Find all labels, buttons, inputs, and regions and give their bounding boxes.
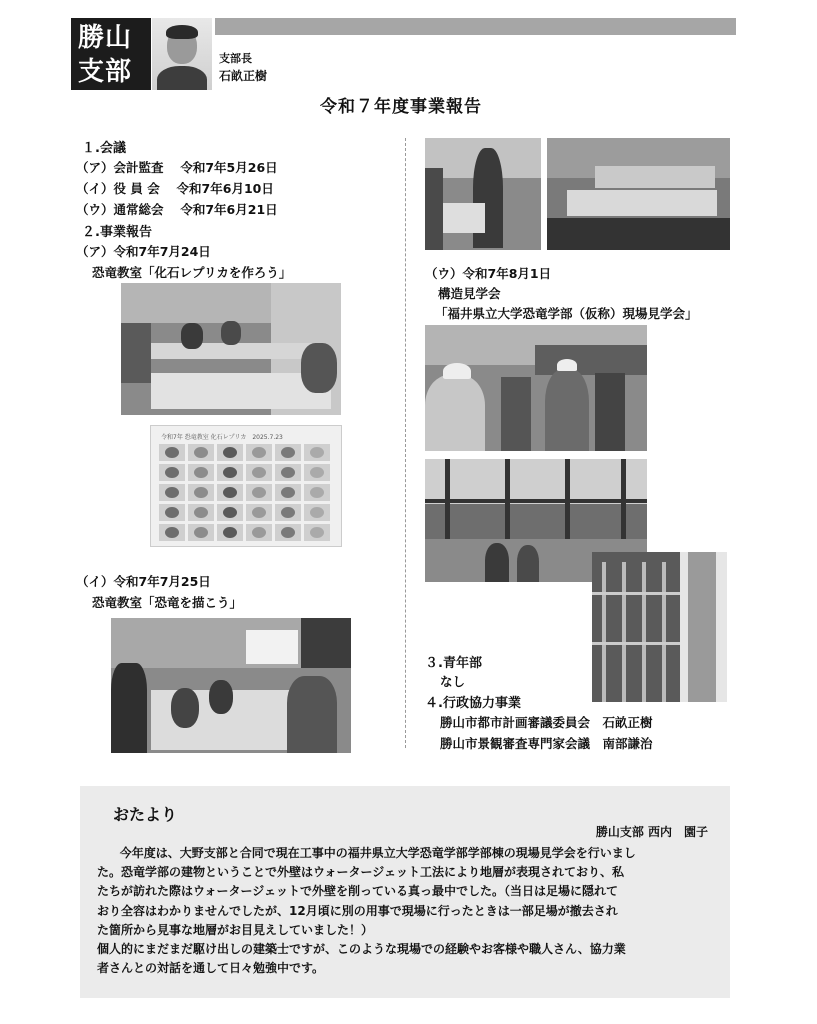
- letter-box: [80, 786, 730, 998]
- fossil-tile: [246, 464, 272, 481]
- letter-line: 者さんとの対話を通して日々勉強中です。: [97, 961, 325, 976]
- chief-title: 支部長: [219, 52, 252, 65]
- meeting-item: （ウ）通常総会 令和7年6月21日: [76, 202, 278, 217]
- fossil-tile: [159, 524, 185, 541]
- photo-fossil-class-2: [425, 138, 541, 250]
- fossil-tile: [275, 504, 301, 521]
- fossil-tile: [188, 444, 214, 461]
- letter-line: た箇所から見事な地層がお目見えしていました！）: [97, 922, 374, 937]
- photo-fossil-replicas: [150, 425, 342, 547]
- photo-caption: 令和7年 恐竜教室 化石レプリカ 2025.7.23: [161, 434, 283, 441]
- chief-name: 石畝正樹: [219, 69, 268, 83]
- fossil-tile: [217, 524, 243, 541]
- fossil-tile: [304, 504, 330, 521]
- activity-title: 「福井県立大学恐竜学部（仮称）現場見学会」: [435, 306, 698, 321]
- activity-date: （イ）令和7年7月25日: [76, 574, 211, 589]
- letter-body: [97, 844, 717, 978]
- letter-author: 勝山支部 西内 園子: [595, 825, 708, 839]
- letter-line: 個人的にまだまだ駆け出しの建築士ですが、このような現場での経験やお客様や職人さん、協力業: [97, 942, 626, 957]
- photo-drawing-class: [111, 618, 351, 753]
- fossil-tile: [188, 464, 214, 481]
- letter-line: おり全容はわかりませんでしたが、12月頃に別の用事で現場に行ったときは一部足場が撤去され: [97, 903, 618, 918]
- fossil-tile: [275, 524, 301, 541]
- photo-fossil-display: [547, 138, 730, 250]
- fossil-tile: [159, 504, 185, 521]
- fossil-tile: [275, 484, 301, 501]
- fossil-tile: [217, 484, 243, 501]
- meeting-item: （ア）会計監査 令和7年5月26日: [76, 160, 278, 175]
- fossil-tile: [246, 504, 272, 521]
- letter-line: た。恐竜学部の建物ということで外壁はウォータージェット工法により地層が表現されており、私: [97, 865, 625, 880]
- activity-date: （ウ）令和7年8月1日: [425, 266, 552, 281]
- fossil-tile: [159, 484, 185, 501]
- fossil-tile: [304, 444, 330, 461]
- section-youth-heading: ３.青年部: [425, 656, 482, 671]
- fossil-tile: [159, 464, 185, 481]
- branch-label: [71, 18, 151, 90]
- column-divider: [405, 138, 406, 748]
- fossil-tile: [246, 484, 272, 501]
- fossil-tile: [188, 524, 214, 541]
- youth-text: なし: [440, 674, 466, 689]
- activity-title: 恐竜教室「化石レプリカを作ろう」: [92, 265, 292, 280]
- activity-date: （ア）令和7年7月24日: [76, 244, 211, 259]
- branch-label-line2: 支部: [78, 57, 133, 87]
- letter-line: 今年度は、大野支部と合同で現在工事中の福井県立大学恐竜学部学部棟の現場見学会を行いまし: [119, 846, 636, 860]
- fossil-tile: [304, 524, 330, 541]
- activity-title: 恐竜教室「恐竜を描こう」: [92, 595, 243, 610]
- section-activities-heading: ２.事業報告: [82, 225, 152, 240]
- fossil-tile: [275, 464, 301, 481]
- activity-subtitle: 構造見学会: [438, 286, 501, 301]
- header-bar: [215, 18, 736, 35]
- page-title: 令和７年度事業報告: [320, 97, 482, 117]
- photo-site-facade: [592, 552, 727, 702]
- fossil-tile: [304, 484, 330, 501]
- admin-item: 勝山市景観審査専門家会議 南部謙治: [440, 736, 653, 751]
- letter-line: たちが訪れた際はウォータージェットで外壁を削っている真っ最中でした。（当日は足場に隠れて: [97, 884, 619, 899]
- fossil-tile: [275, 444, 301, 461]
- fossil-tile: [246, 524, 272, 541]
- fossil-tile: [188, 504, 214, 521]
- fossil-tile: [217, 444, 243, 461]
- fossil-tile: [217, 504, 243, 521]
- photo-site-tour: [425, 325, 647, 451]
- fossil-tile: [188, 484, 214, 501]
- fossil-tile: [159, 444, 185, 461]
- fossil-tile: [217, 464, 243, 481]
- fossil-tile: [304, 464, 330, 481]
- avatar: [152, 18, 212, 90]
- section-admin-heading: ４.行政協力事業: [425, 696, 521, 711]
- photo-fossil-class: [121, 283, 341, 415]
- section-meetings-heading: １.会議: [82, 141, 126, 156]
- admin-item: 勝山市都市計画審議委員会 石畝正樹: [440, 715, 653, 730]
- letter-title: おたより: [113, 805, 178, 824]
- branch-label-line1: 勝山: [78, 23, 133, 53]
- fossil-tile: [246, 444, 272, 461]
- meeting-item: （イ）役 員 会 令和7年6月10日: [76, 181, 274, 196]
